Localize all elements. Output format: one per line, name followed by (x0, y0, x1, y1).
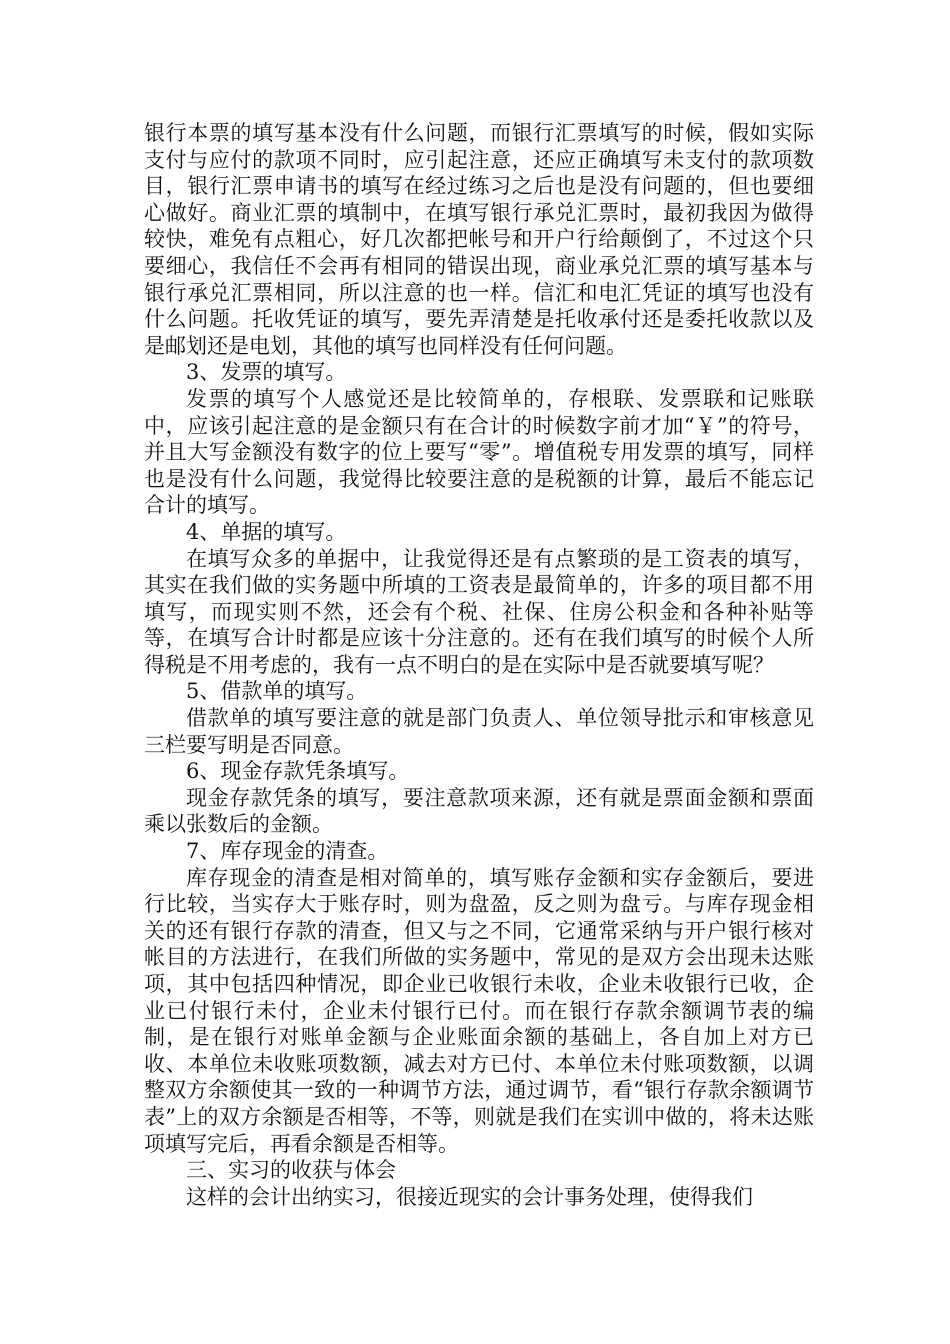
heading-cash-deposit-slip: 6、现金存款凭条填写。 (186, 759, 410, 784)
paragraph-document-filling: 在填写众多的单据中，让我觉得还是有点繁琐的是工资表的填写，其实在我们做的实务题中所填的工资表是最简单的，许多的项目都不用填写，而现实则不然，还会有个税、社保、住房公积金和各种补贴等等，在填写合计时都是应该十分注意的。还有在我们填写的时候个人所得税是不用考虑的，我有一点不明白的是在实际中是否就要填写呢？ (144, 546, 814, 677)
paragraph-cash-deposit-slip: 现金存款凭条的填写，要注意款项来源，还有就是票面金额和票面乘以张数后的金额。 (144, 785, 814, 837)
document-body (144, 120, 814, 1210)
paragraph-bank-drafts: 银行本票的填写基本没有什么问题，而银行汇票填写的时候，假如实际支付与应付的款项不同时，应引起注意，还应正确填写未支付的款项数目，银行汇票申请书的填写在经过练习之后也是没有问题的，但也要细心做好。商业汇票的填制中，在填写银行承兑汇票时，最初我因为做得较快，难免有点粗心，好几次都把帐号和开户行给颠倒了，不过这个只要细心，我信任不会再有相同的错误出现，商业承兑汇票的填写基本与银行承兑汇票相同，所以注意的也一样。信汇和电汇凭证的填写也没有什么问题。托收凭证的填写，要先弄清楚是托收承付还是委托收款以及是邮划还是电划，其他的填写也同样没有任何问题。 (144, 121, 814, 358)
heading-document-filling: 4、单据的填写。 (186, 519, 347, 544)
heading-internship-gains: 三、实习的收获与体会 (186, 1158, 396, 1183)
heading-loan-slip: 5、借款单的填写。 (186, 679, 368, 704)
paragraph-invoice-filling: 发票的填写个人感觉还是比较简单的，存根联、发票联和记账联中，应该引起注意的是金额只有在合计的时候数字前才加“￥”的符号，并且大写金额没有数字的位上要写“零”。增值税专用发票的填写，同样也是没有什么问题，我觉得比较要注意的是税额的计算，最后不能忘记合计的填写。 (144, 386, 814, 518)
paragraph-internship-gains: 这样的会计出纳实习，很接近现实的会计事务处理，使得我们 (186, 1184, 753, 1209)
paragraph-loan-slip: 借款单的填写要注意的就是部门负责人、单位领导批示和审核意见三栏要写明是否同意。 (144, 706, 814, 757)
paragraph-cash-inventory: 库存现金的清查是相对简单的，填写账存金额和实存金额后，要进行比较，当实存大于账存时，则为盘盈，反之则为盘亏。与库存现金相关的还有银行存款的清查，但又与之不同，它通常采纳与开户银行核对帐目的方法进行，在我们所做的实务题中，常见的是双方会出现未达账项，其中包括四种情况，即企业已收银行未收，企业未收银行已收，企业已付银行未付，企业未付银行已付。而在银行存款余额调节表的编制，是在银行对账单金额与企业账面余额的基础上，各自加上对方已收、本单位未收账项数额，减去对方已付、本单位未付账项数额，以调整双方余额使其一致的一种调节方法，通过调节，看“银行存款余额调节表”上的双方余额是否相等，不等，则就是我们在实训中做的，将未达账项填写完后，再看余额是否相等。 (144, 865, 814, 1156)
heading-cash-inventory: 7、库存现金的清查。 (186, 839, 389, 864)
heading-invoice-filling: 3、发票的填写。 (186, 360, 347, 385)
